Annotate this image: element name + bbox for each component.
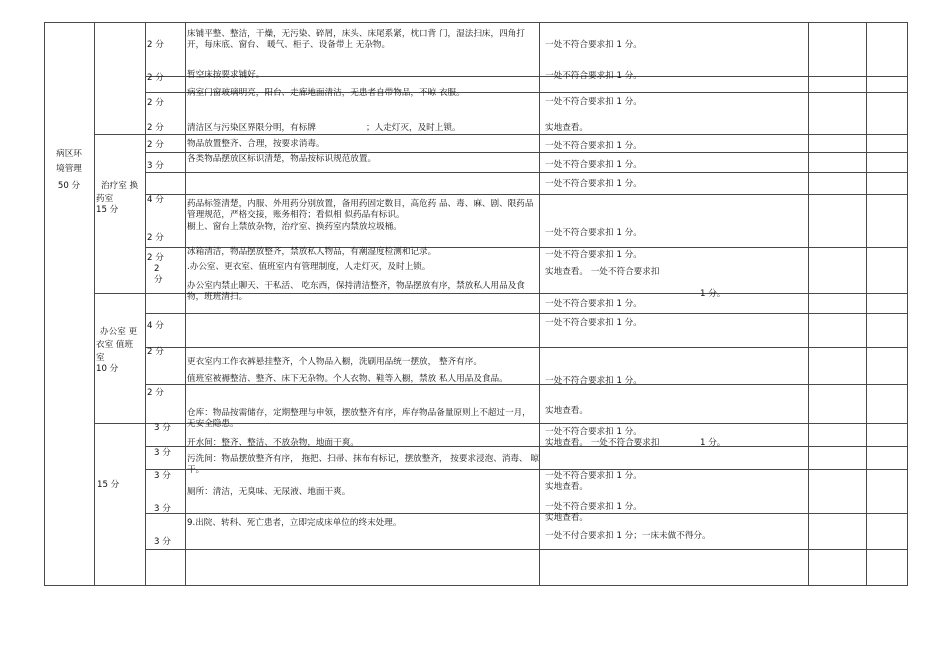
standard-text: 一处不符合要求扣 1 分。 (545, 160, 642, 170)
score-value: 2 分 (147, 347, 164, 357)
score-value: 3 分 (147, 161, 164, 171)
area-label: 室 (96, 353, 105, 363)
item-text: 病室门窗玻璃明亮，阳台、走廊地面清洁，无患者自带物品，不晾 衣服。 (187, 88, 465, 98)
item-text: 厕所：清洁，无臭味、无尿液、地面干爽。 (187, 487, 351, 497)
score-value: 2 分 (147, 388, 164, 398)
item-text: 清洁区与污染区界限分明，有标牌 (187, 123, 316, 133)
score-value: 2 分 (147, 233, 164, 243)
score-value: 2 分 (147, 98, 164, 108)
table-border-top (44, 22, 908, 23)
item-text: 物品放置整齐、合理，按要求消毒。 (187, 139, 325, 149)
score-value: 2 分 (147, 253, 164, 263)
item-text: 更衣室内工作衣裤悬挂整齐，个人物品入橱，洗刷用品统一摆放， 整齐有序。 (187, 357, 482, 367)
score-value: 2 分 (147, 140, 164, 150)
standard-text: 实地查看。 (545, 123, 588, 133)
area-label: 衣室 值班 (96, 340, 134, 350)
column-divider (94, 22, 95, 586)
item-text: .办公室、更衣室、值班室内有管理制度，人走灯灭，及时上锁。 (187, 262, 431, 272)
row-divider (145, 549, 908, 550)
standard-text: 一处不符合要求扣 1 分。 (545, 502, 642, 512)
column-divider (539, 22, 540, 586)
table-border-bottom (44, 585, 908, 586)
item-text: 暂空床按要求铺好。 (187, 70, 265, 80)
standard-text: 一处不符合要求扣 1 分。 (545, 376, 642, 386)
area-score: 15 分 (96, 205, 119, 215)
score-value: 3 分 (154, 471, 171, 481)
area-label: 办公室 更 (100, 327, 138, 337)
row-divider (145, 152, 908, 153)
area-score: 10 分 (96, 364, 119, 374)
standard-text: 一处不符合要求扣 1 分。 (545, 471, 642, 481)
item-text: 橱上、窗台上禁放杂物，治疗室、换药室内禁放垃圾桶。 (187, 222, 402, 232)
score-value: 分 (154, 275, 163, 285)
score-value: 4 分 (147, 321, 164, 331)
standard-text: 一处不符合要求扣 1 分。 (545, 228, 642, 238)
standard-text: 实地查看。 (545, 513, 588, 523)
table-border-left (44, 22, 45, 586)
row-divider (94, 134, 908, 135)
area-score: 15 分 (97, 480, 120, 490)
standard-text: 一处不符合要求扣 1 分。 (545, 141, 642, 151)
score-value: 3 分 (154, 537, 171, 547)
row-divider (145, 347, 908, 348)
column-divider (185, 22, 186, 586)
item-text: 开水间：整齐、整洁、不放杂物，地面干爽。 (187, 438, 359, 448)
item-text: 9.出院、转科、死亡患者，立即完成床单位的终末处理。 (187, 518, 402, 528)
row-divider (145, 172, 908, 173)
score-value: 2 (154, 264, 160, 274)
standard-text: 一处不符合要求扣 1 分。 (545, 179, 642, 189)
item-text: 污洗间：物品摆放整齐有序， 拖把、扫帚、抹布有标记，摆放整齐， 按要求浸泡、消毒、 晾干。 (187, 454, 539, 475)
score-value: 3 分 (154, 448, 171, 458)
section-label: 病区环 (56, 149, 82, 159)
standard-text: 一处不符合要求扣 1 分。 (545, 97, 642, 107)
standard-text: 一处不符合要求扣 1 分。 (545, 250, 642, 260)
item-text: 各类物品摆放区标识清楚，物品按标识规范放置。 (187, 154, 377, 164)
area-label: 治疗室 换 (101, 181, 139, 191)
standard-text: 实地查看。 一处不符合要求扣 (545, 438, 660, 448)
section-score: 50 分 (57, 181, 81, 191)
item-text: 办公室内禁止聊天、干私活、 吃东西，保持清洁整齐，物品摆放有序，禁放私人用品及食物，班班清扫。 (187, 281, 525, 302)
standard-text: 一处不符合要求扣 1 分。 (545, 427, 642, 437)
standard-text: 一处不符合要求扣 1 分。 (545, 71, 642, 81)
standard-text: 1 分。 (700, 289, 726, 299)
standard-text: 一处不符合要求扣 1 分。 (545, 299, 642, 309)
score-value: 3 分 (154, 504, 171, 514)
table-border-right (907, 22, 908, 586)
standard-text: 一处不付合要求扣 1 分；一床未做不得分。 (545, 531, 711, 541)
item-text: 床铺平整、整洁，干燥，无污染、碎屑，床头、床尾系紧，枕口背 门，湿法扫床，四角打开，每床底、窗台、 暖气、柜子、设备带上 无杂物。 (187, 29, 525, 50)
row-divider (145, 194, 908, 195)
standard-text: 实地查看。 一处不符合要求扣 (545, 267, 660, 277)
score-value: 2 分 (147, 123, 164, 133)
item-text: ；人走灯灭，及时上锁。 (366, 123, 461, 133)
score-value: 2 分 (147, 73, 164, 83)
column-divider (808, 22, 809, 586)
column-divider (145, 22, 146, 586)
item-text: 冰箱清洁，物品摆放整齐，禁放私人物品，有潮湿度检测和记录。 (187, 247, 437, 257)
score-value: 3 分 (154, 423, 171, 433)
standard-text: 实地查看。 (545, 406, 588, 416)
item-text: 仓库：物品按需储存，定期整理与申领，摆放整齐有序，库存物品备量原则上不超过一月，无安全隐患。 (187, 408, 531, 429)
section-label: 境管理 (56, 164, 82, 174)
standard-text: 一处不符合要求扣 1 分。 (545, 318, 642, 328)
score-value: 2 分 (147, 40, 164, 50)
score-value: 4 分 (147, 195, 164, 205)
row-divider (145, 313, 908, 314)
column-divider (866, 22, 867, 586)
item-text: 值班室被褥整洁、整齐、床下无杂物。个人衣物、鞋等入橱，禁放 私人用品及食品。 (187, 374, 508, 384)
item-text: 药品标签清楚，内服、外用药分别放置，备用药固定数目，高危药 品、毒、麻、剧、限药品管理规范，严格交接，账务相符；看似相 似药品有标识。 (187, 199, 534, 220)
standard-text: 一处不符合要求扣 1 分。 (545, 40, 642, 50)
standard-text: 1 分。 (700, 438, 726, 448)
row-divider (145, 513, 908, 514)
standard-text: 实地查看。 (545, 482, 588, 492)
area-label: 药室 (96, 194, 114, 204)
